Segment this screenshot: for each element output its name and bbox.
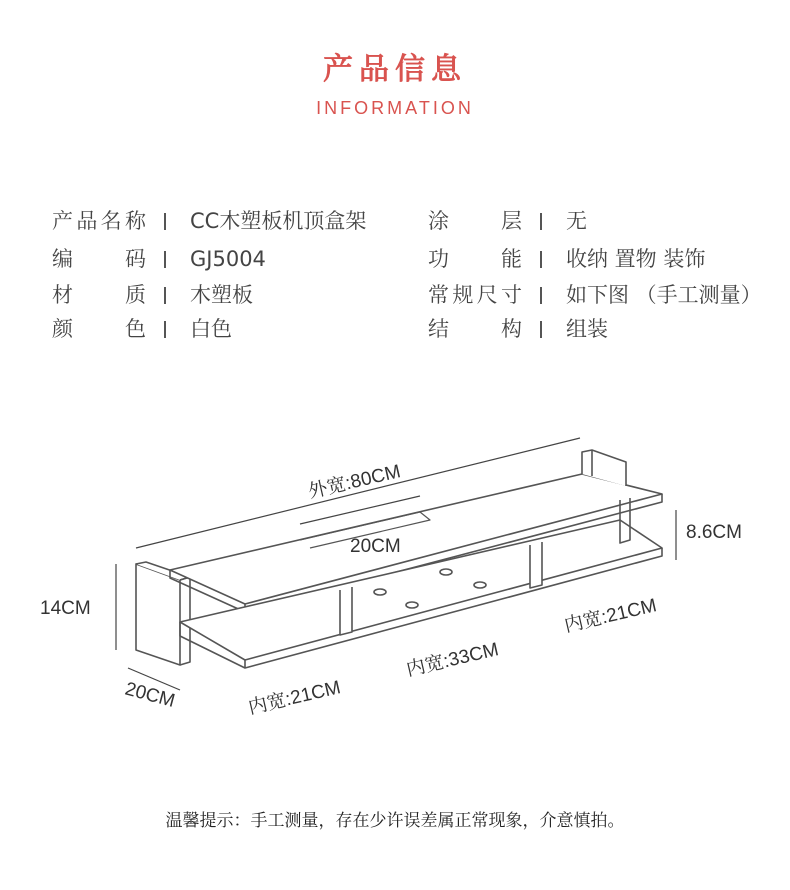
spec-label: 涂层 xyxy=(428,209,522,233)
spec-label: 颜色 xyxy=(52,317,146,341)
inner-width-right-label: 内宽:21CM xyxy=(562,595,659,637)
footer-note: 温馨提示：手工测量，存在少许误差属正常现象，介意慎拍。 xyxy=(165,811,625,831)
spec-divider xyxy=(540,287,542,304)
panel-height-label: 8.6CM xyxy=(686,522,742,543)
outer-width-label: 外宽:80CM xyxy=(306,461,403,503)
spec-divider xyxy=(164,213,166,230)
spec-value: 收纳 置物 装饰 xyxy=(566,247,706,271)
spec-label: 功能 xyxy=(428,247,522,271)
spec-value: 组装 xyxy=(566,317,608,341)
spec-label: 常规尺寸 xyxy=(428,283,522,307)
spec-label: 材质 xyxy=(52,283,146,307)
spec-label: 产品名称 xyxy=(52,209,146,233)
spec-label: 编码 xyxy=(52,247,146,271)
shelf-dimension-diagram xyxy=(0,380,790,760)
inner-width-middle-label: 内宽:33CM xyxy=(404,639,501,681)
spec-value: GJ5004 xyxy=(190,247,266,271)
spec-value: 无 xyxy=(566,209,587,233)
depth-label: 20CM xyxy=(122,678,178,712)
inner-width-left-label: 内宽:21CM xyxy=(246,677,343,719)
spec-value: 如下图 （手工测量） xyxy=(566,283,762,307)
section-title: 产品信息 xyxy=(323,52,467,87)
spec-value: 木塑板 xyxy=(190,283,253,307)
spec-divider xyxy=(164,321,166,338)
total-height-label: 14CM xyxy=(40,598,91,619)
spec-divider xyxy=(540,251,542,268)
section-subtitle: INFORMATION xyxy=(316,98,474,118)
spec-value: 白色 xyxy=(190,317,232,341)
spec-divider xyxy=(164,251,166,268)
spec-divider xyxy=(164,287,166,304)
spec-divider xyxy=(540,213,542,230)
slot-width-label: 20CM xyxy=(350,536,401,557)
spec-divider xyxy=(540,321,542,338)
spec-value: CC木塑板机顶盒架 xyxy=(190,209,367,233)
spec-label: 结构 xyxy=(428,317,522,341)
